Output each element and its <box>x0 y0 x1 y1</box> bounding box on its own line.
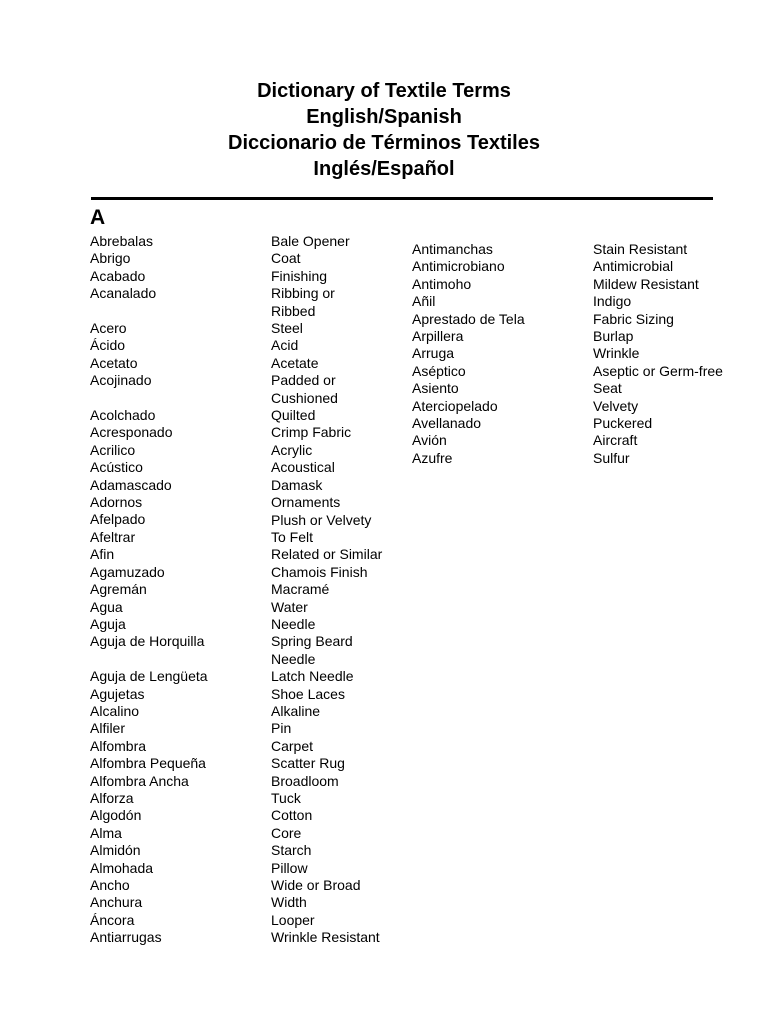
term-entry: Avión <box>412 432 447 449</box>
term-entry: Anchura <box>90 894 143 911</box>
term-entry: Indigo <box>593 293 632 310</box>
term-entry: Azufre <box>412 449 453 466</box>
term-entry: Bale Opener <box>271 233 350 249</box>
term-entry: Latch Needle <box>271 668 354 685</box>
document-header <box>0 78 768 182</box>
term-entry: Arpillera <box>412 328 464 345</box>
column-english-left <box>271 233 382 947</box>
term-entry: Finishing <box>271 267 328 284</box>
term-entry: Antimoho <box>412 275 472 292</box>
term-entry: Burlap <box>593 328 634 345</box>
term-entry: Chamois Finish <box>271 563 368 580</box>
term-entry: Aprestado de Tela <box>412 310 525 327</box>
title-english: Dictionary of Textile Terms <box>257 80 511 102</box>
column-spanish-right <box>412 241 525 467</box>
term-entry: Sulfur <box>593 449 630 466</box>
subtitle-english: English/Spanish <box>306 106 462 128</box>
term-entry: Alfiler <box>90 720 126 737</box>
term-entry: Abrigo <box>90 250 131 267</box>
subtitle-spanish: Inglés/Español <box>313 158 455 180</box>
term-entry: Acid <box>271 337 299 354</box>
term-entry: Acetate <box>271 354 319 371</box>
term-entry: Acrilico <box>90 441 136 458</box>
term-entry: Puckered <box>593 415 653 432</box>
term-entry: Antimicrobial <box>593 258 674 275</box>
term-entry: Acero <box>90 320 127 337</box>
term-entry: Acojinado <box>90 372 152 389</box>
term-entry: Needle <box>271 650 316 667</box>
term-entry: Almohada <box>90 859 154 876</box>
term-entry: Shoe Laces <box>271 685 345 702</box>
term-entry: Añil <box>412 293 436 310</box>
term-entry: Arruga <box>412 345 455 362</box>
term-entry: Wrinkle Resistant <box>271 929 380 946</box>
term-entry: Abrebalas <box>90 233 154 249</box>
term-entry: Algodón <box>90 807 142 824</box>
term-entry: Macramé <box>271 581 330 598</box>
term-entry: Core <box>271 824 302 841</box>
term-entry: Avellanado <box>412 415 482 432</box>
term-entry: Broadloom <box>271 772 339 789</box>
term-entry: Agujetas <box>90 685 145 702</box>
term-entry: Aguja de Lengüeta <box>90 668 208 685</box>
term-entry: Water <box>271 598 308 615</box>
term-entry: Alfombra <box>90 737 147 754</box>
term-entry: Cushioned <box>271 389 338 406</box>
term-entry: Ornaments <box>271 494 341 511</box>
term-entry: Alforza <box>90 789 134 806</box>
term-entry: Pin <box>271 720 292 737</box>
term-entry: Pillow <box>271 859 308 876</box>
term-entry: Seat <box>593 380 622 397</box>
term-entry: Asiento <box>412 380 459 397</box>
term-entry: Antiarrugas <box>90 929 162 946</box>
term-entry: Acetato <box>90 354 138 371</box>
term-entry: Mildew Resistant <box>593 275 699 292</box>
term-entry: Aguja <box>90 615 126 632</box>
term-entry: Velvety <box>593 397 639 414</box>
term-entry: Carpet <box>271 737 314 754</box>
term-entry: Afin <box>90 546 115 563</box>
term-entry: Agremán <box>90 581 147 598</box>
term-entry: Áncora <box>90 911 135 928</box>
term-entry: Aterciopelado <box>412 397 498 414</box>
term-entry: Aircraft <box>593 432 638 449</box>
term-entry: Steel <box>271 320 303 337</box>
term-entry: Antimanchas <box>412 241 493 257</box>
term-entry: Wrinkle <box>593 345 640 362</box>
header-divider <box>91 197 713 200</box>
term-entry: Wide or Broad <box>271 877 361 894</box>
term-entry: Looper <box>271 911 315 928</box>
term-entry: Ribbed <box>271 302 316 319</box>
term-entry: Cotton <box>271 807 313 824</box>
term-entry: Adornos <box>90 494 143 511</box>
term-entry: Padded or <box>271 372 336 389</box>
term-entry: Ancho <box>90 876 130 893</box>
column-english-right <box>593 241 723 467</box>
term-entry: Damask <box>271 476 323 493</box>
term-entry: Alma <box>90 824 122 841</box>
term-entry: Width <box>271 894 307 911</box>
term-entry: Related or Similar <box>271 546 383 563</box>
term-entry: Acabado <box>90 267 146 284</box>
term-entry: Fabric Sizing <box>593 310 674 327</box>
title-spanish: Diccionario de Términos Textiles <box>228 132 540 154</box>
term-entry: Scatter Rug <box>271 755 345 772</box>
term-entry: Antimicrobiano <box>412 258 505 275</box>
term-entry: Adamascado <box>90 476 172 493</box>
column-spanish-left <box>90 233 208 947</box>
term-entry: Acolchado <box>90 407 156 424</box>
term-entry: Afeltrar <box>90 528 136 545</box>
term-entry: Alfombra Pequeña <box>90 755 206 772</box>
term-entry: Acoustical <box>271 459 335 476</box>
term-entry: Acresponado <box>90 424 173 441</box>
section-letter: A <box>90 206 106 229</box>
term-entry: Quilted <box>271 407 316 424</box>
term-entry: Acrylic <box>271 441 313 458</box>
term-entry: Stain Resistant <box>593 241 688 257</box>
term-entry: Crimp Fabric <box>271 424 352 441</box>
term-entry: To Felt <box>271 528 314 545</box>
term-entry: Tuck <box>271 790 301 806</box>
term-entry: Aseptic or Germ-free <box>593 362 723 379</box>
term-entry: Aguja de Horquilla <box>90 633 205 650</box>
term-entry: Ribbing or <box>271 285 335 302</box>
term-entry: Spring Beard <box>271 633 353 650</box>
term-entry: Needle <box>271 615 316 632</box>
term-entry: Afelpado <box>90 511 146 528</box>
term-entry: Ácido <box>90 337 126 354</box>
term-entry: Acústico <box>90 459 143 476</box>
term-entry: Aséptico <box>412 362 466 379</box>
term-entry: Plush or Velvety <box>271 511 372 528</box>
term-entry: Acanalado <box>90 285 157 302</box>
term-entry: Alcalino <box>90 702 140 719</box>
term-entry: Almidón <box>90 842 141 859</box>
term-entry: Agamuzado <box>90 563 165 580</box>
term-entry: Alkaline <box>271 702 321 719</box>
term-entry: Starch <box>271 842 312 859</box>
term-entry: Coat <box>271 250 301 267</box>
term-entry: Alfombra Ancha <box>90 772 189 789</box>
term-entry: Agua <box>90 598 123 615</box>
